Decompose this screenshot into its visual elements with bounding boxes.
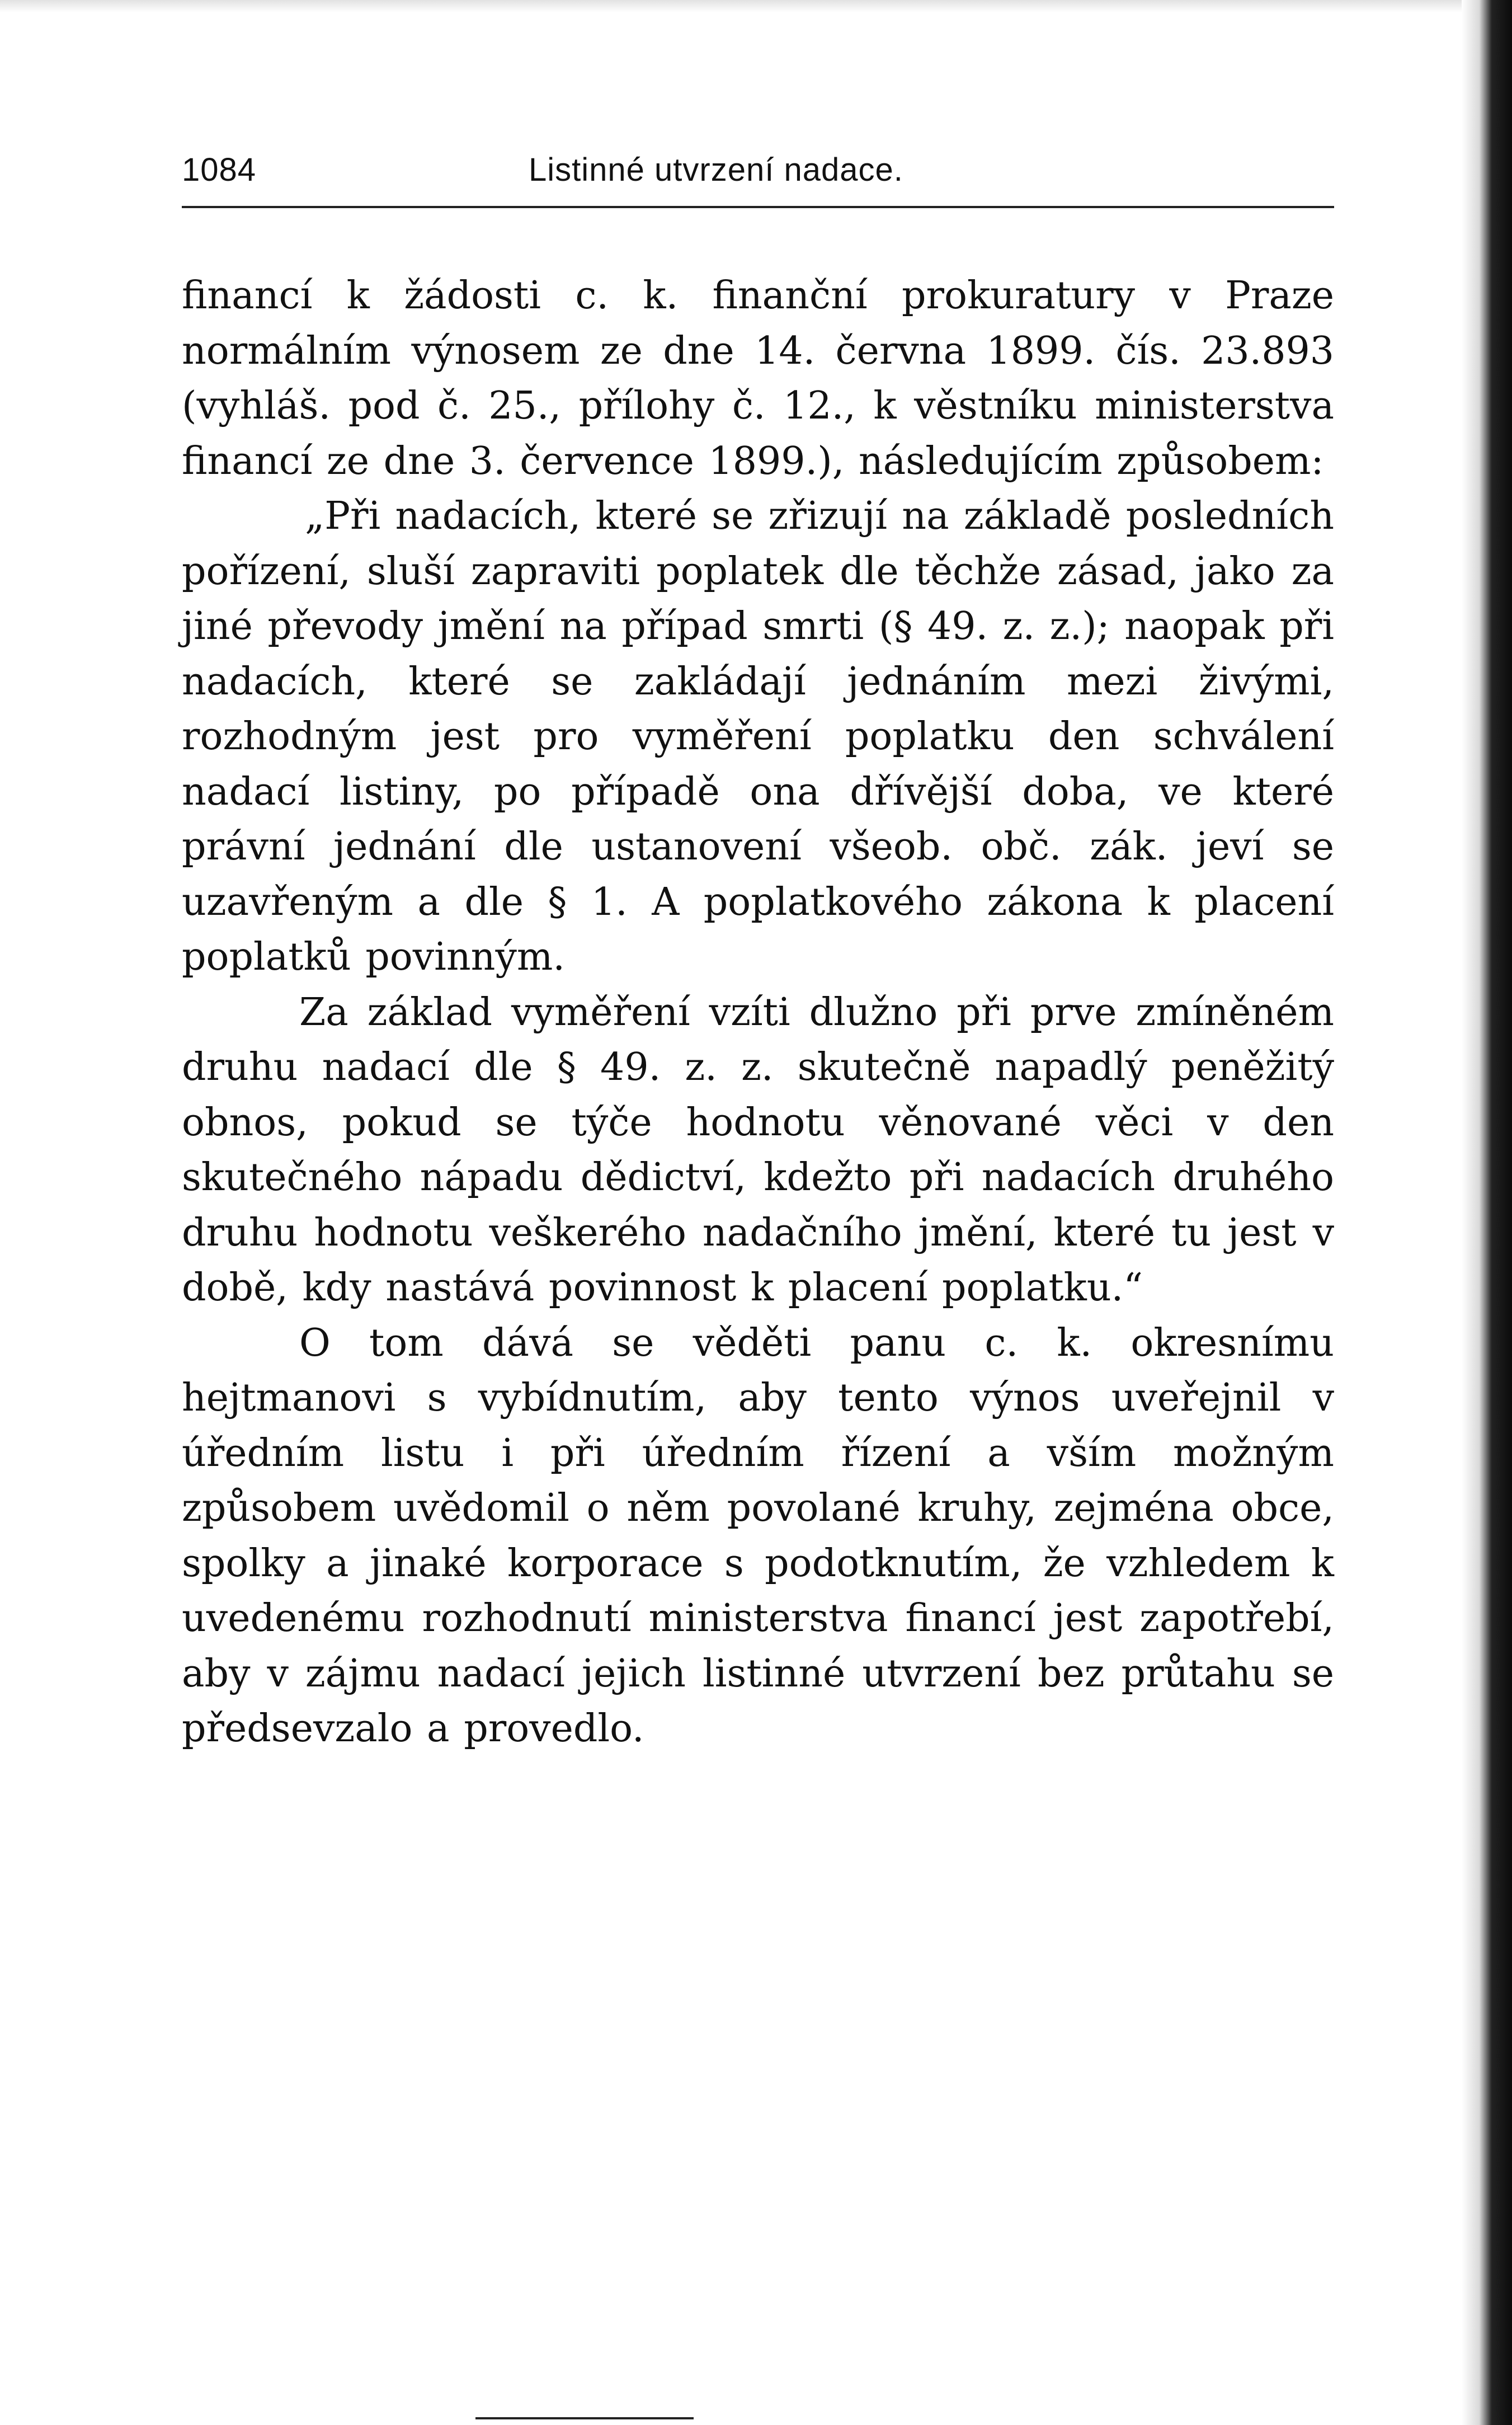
page-header — [182, 140, 1334, 190]
end-rule — [475, 2417, 694, 2419]
scan-top-edge — [0, 0, 1512, 12]
body-text — [182, 269, 1334, 1757]
header-rule — [182, 206, 1334, 208]
paragraph-2: „Při nadacích, které se zřizují na základě posledních pořízení, sluší zapraviti poplatek dle těchže zásad, jako za jiné převody jmění na případ smrti (§ 49. z. z.); naopak při nadacích, které se zakládají jednáním mezi živými, rozhodným jest pro vyměření poplatku den schválení nadací listiny, po případě ona dřívější doba, ve které právní jednání dle ustanovení všeob. obč. zák. jeví se uzavřeným a dle § 1. A poplatkového zákona k placení poplatků povinným. — [182, 494, 1334, 979]
scan-right-edge — [1462, 0, 1512, 2425]
paragraph-1: financí k žádosti c. k. finanční prokuratury v Praze normálním výnosem ze dne 14. června 1899. čís. 23.893 (vyhláš. pod č. 25., přílohy č. 12., k věstníku ministerstva financí ze dne 3. července 1899.), následujícím způsobem: — [182, 274, 1334, 483]
running-title: Listinné utvrzení nadace. — [529, 152, 903, 188]
book-page — [182, 140, 1334, 1751]
paragraph-3: Za základ vyměření vzíti dlužno při prve zmíněném druhu nadací dle § 49. z. z. skutečně napadlý peněžitý obnos, pokud se týče hodnotu věnované věci v den skutečného nápadu dědictví, kdežto při nadacích druhého druhu hodnotu veškerého nadačního jmění, které tu jest v době, kdy nastává povinnost k placení poplatku.“ — [182, 990, 1334, 1310]
paragraph-4: O tom dává se věděti panu c. k. okresnímu hejtmanovi s vybídnutím, aby tento výnos uveřejnil v úředním listu i při úředním řízení a vším možným způsobem uvědomil o něm povolané kruhy, zejména obce, spolky a jinaké korporace s podotknutím, že vzhledem k uvedenému rozhodnutí ministerstva financí jest zapotřebí, aby v zájmu nadací jejich listinné utvrzení bez průtahu se předsevzalo a provedlo. — [182, 1320, 1334, 1751]
page-number: 1084 — [182, 152, 257, 188]
